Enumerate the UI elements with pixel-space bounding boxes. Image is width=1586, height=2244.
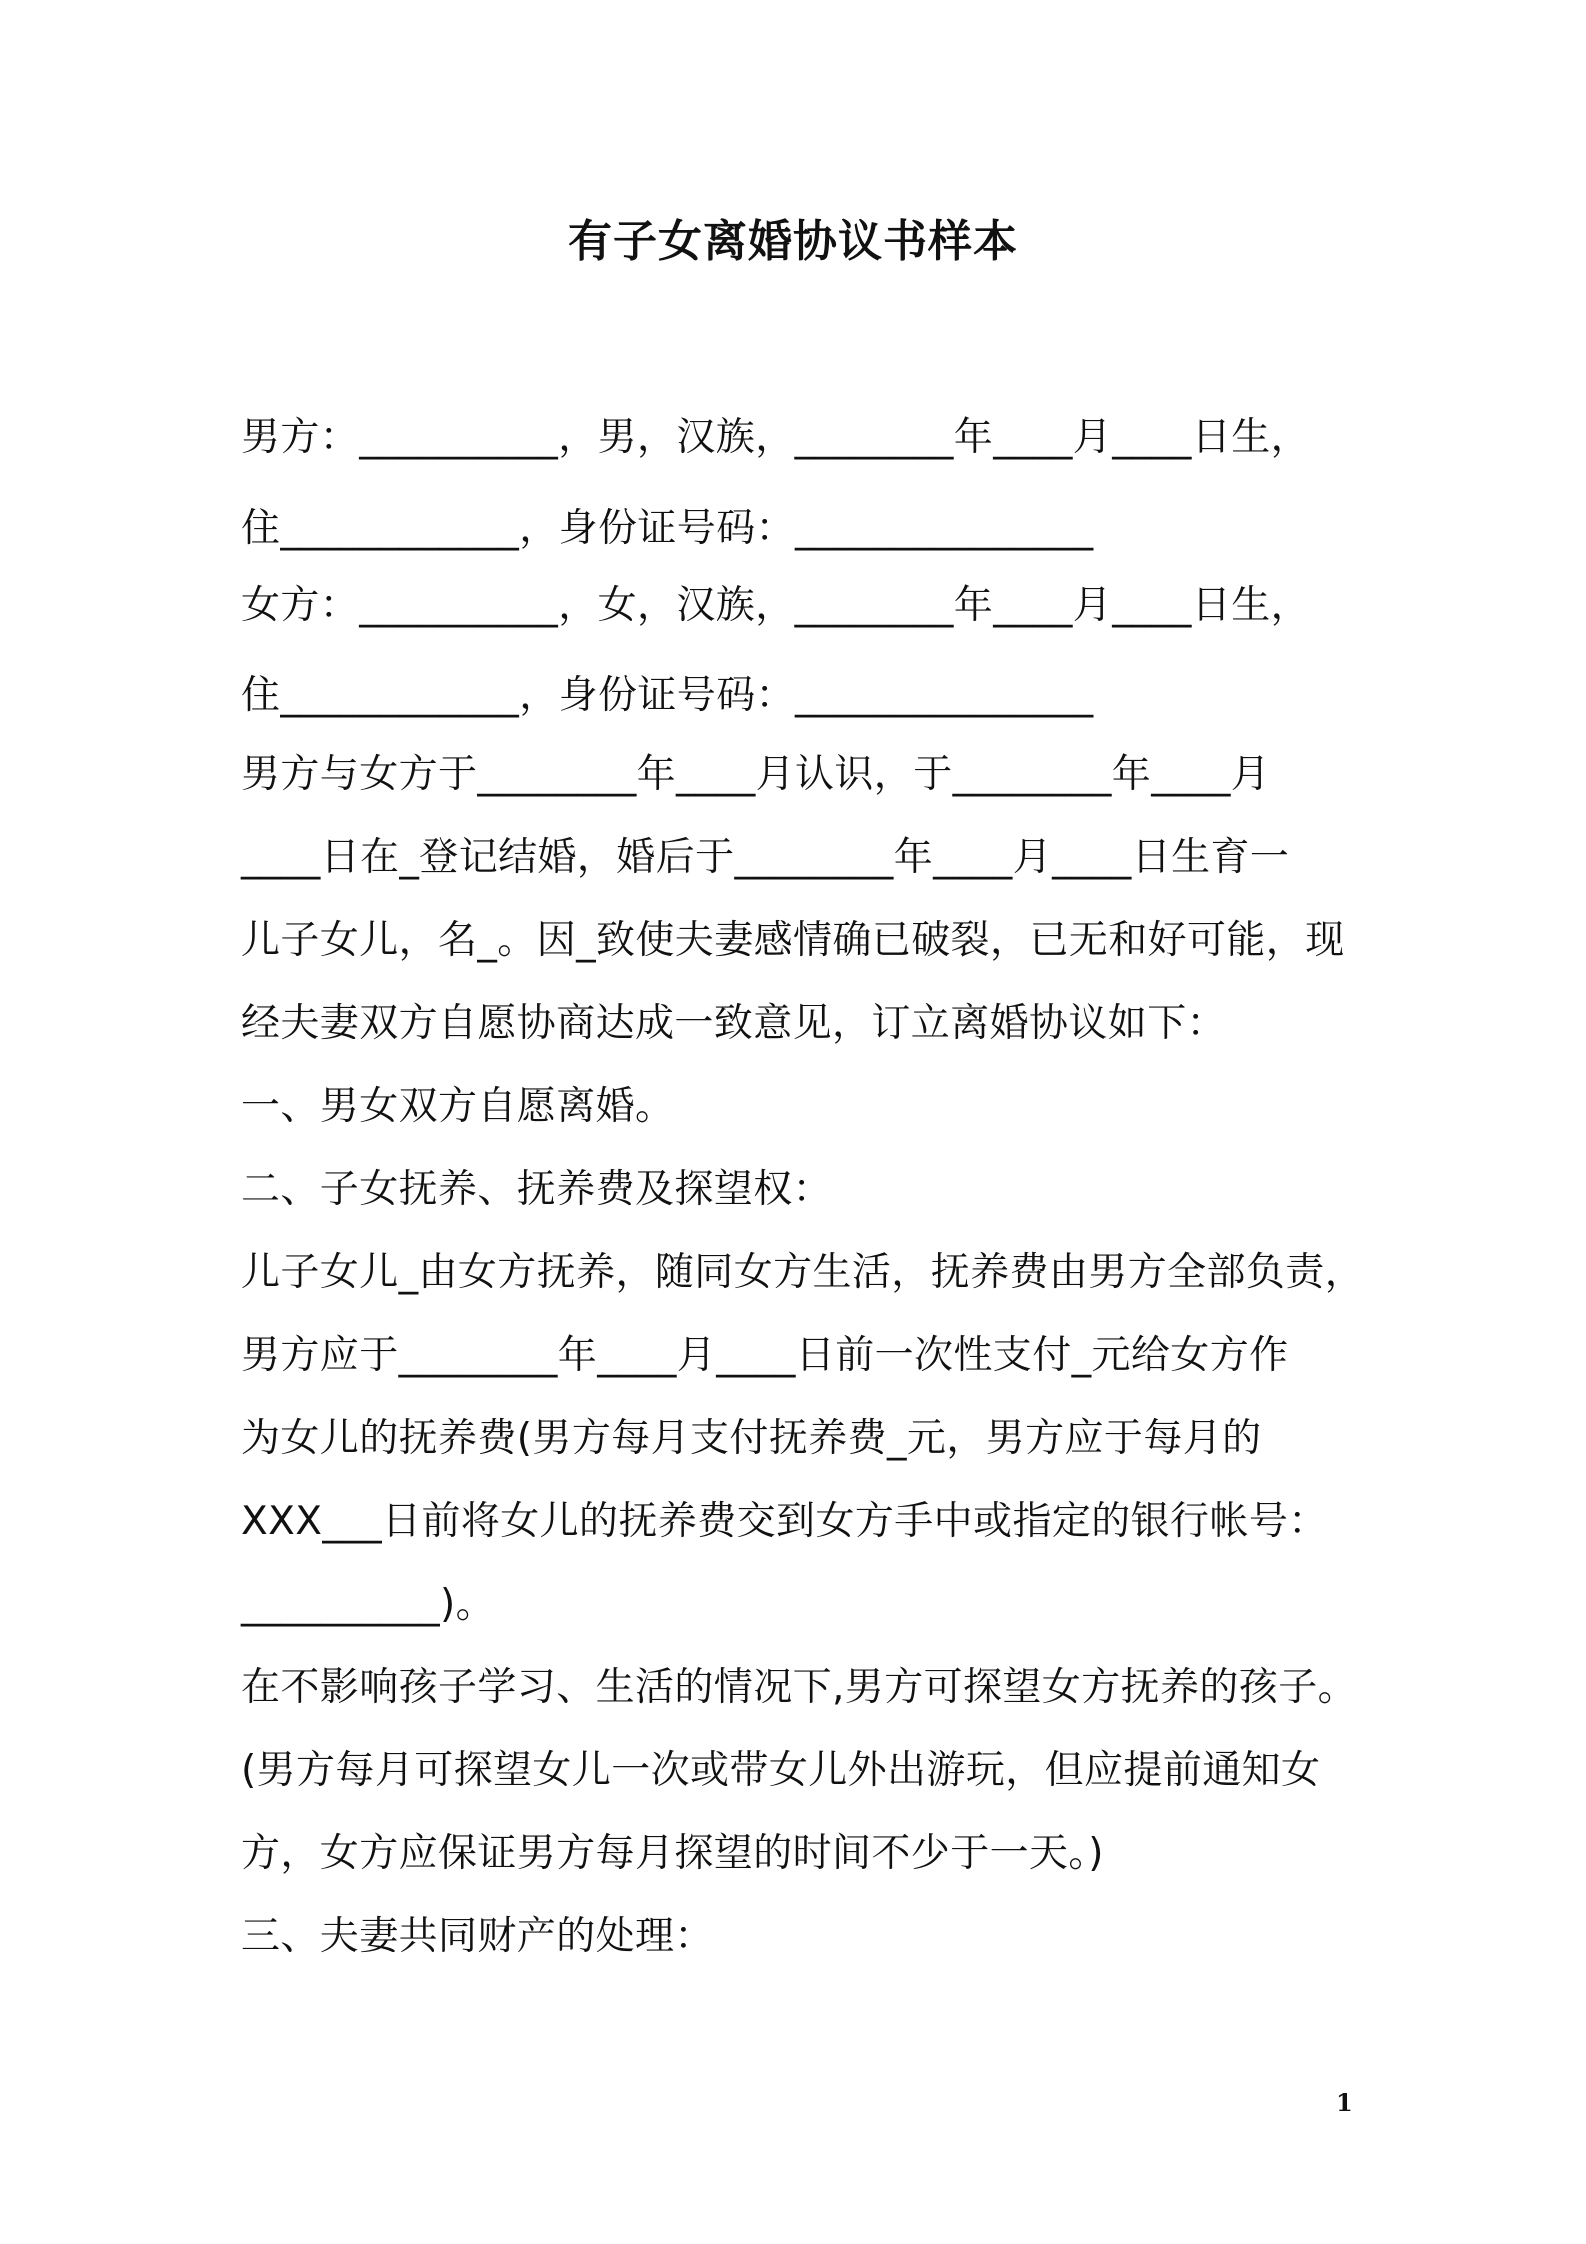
text-line: 儿子女儿，名_。因_致使夫妻感情确已破裂，已无和好可能，现 <box>241 918 1345 963</box>
text-line: __________)。 <box>241 1582 496 1627</box>
text-line: ____日在_登记结婚，婚后于________年____月____日生育一 <box>241 835 1290 880</box>
text-line: 住____________，身份证号码：_______________ <box>241 506 1094 551</box>
text-line: 住____________，身份证号码：_______________ <box>241 673 1094 718</box>
text-line: 男方：__________，男，汉族，________年____月____日生， <box>241 415 1311 460</box>
text-line: 一、男女双方自愿离婚。 <box>241 1084 675 1129</box>
text-line: (男方每月可探望女儿一次或带女儿外出游玩，但应提前通知女 <box>241 1748 1321 1793</box>
text-line: 经夫妻双方自愿协商达成一致意见，订立离婚协议如下： <box>241 1001 1227 1046</box>
text-line: XXX___日前将女儿的抚养费交到女方手中或指定的银行帐号： <box>241 1499 1328 1544</box>
text-line: 在不影响孩子学习、生活的情况下,男方可探望女方抚养的孩子。 <box>241 1665 1357 1710</box>
text-line: 男方应于________年____月____日前一次性支付_元给女方作 <box>241 1333 1289 1378</box>
text-line: 为女儿的抚养费(男方每月支付抚养费_元，男方应于每月的 <box>241 1416 1262 1461</box>
page-number: 1 <box>1336 2088 1353 2117</box>
text-line: 女方：__________，女，汉族，________年____月____日生， <box>241 583 1311 628</box>
text-line: 三、夫妻共同财产的处理： <box>241 1914 714 1959</box>
text-line: 二、子女抚养、抚养费及探望权： <box>241 1167 833 1212</box>
text-line: 儿子女儿_由女方抚养，随同女方生活，抚养费由男方全部负责， <box>241 1250 1365 1295</box>
document-title: 有子女离婚协议书样本 <box>568 216 1018 267</box>
text-line: 方，女方应保证男方每月探望的时间不少于一天。) <box>241 1831 1104 1876</box>
text-line: 男方与女方于________年____月认识，于________年____月 <box>241 752 1271 797</box>
